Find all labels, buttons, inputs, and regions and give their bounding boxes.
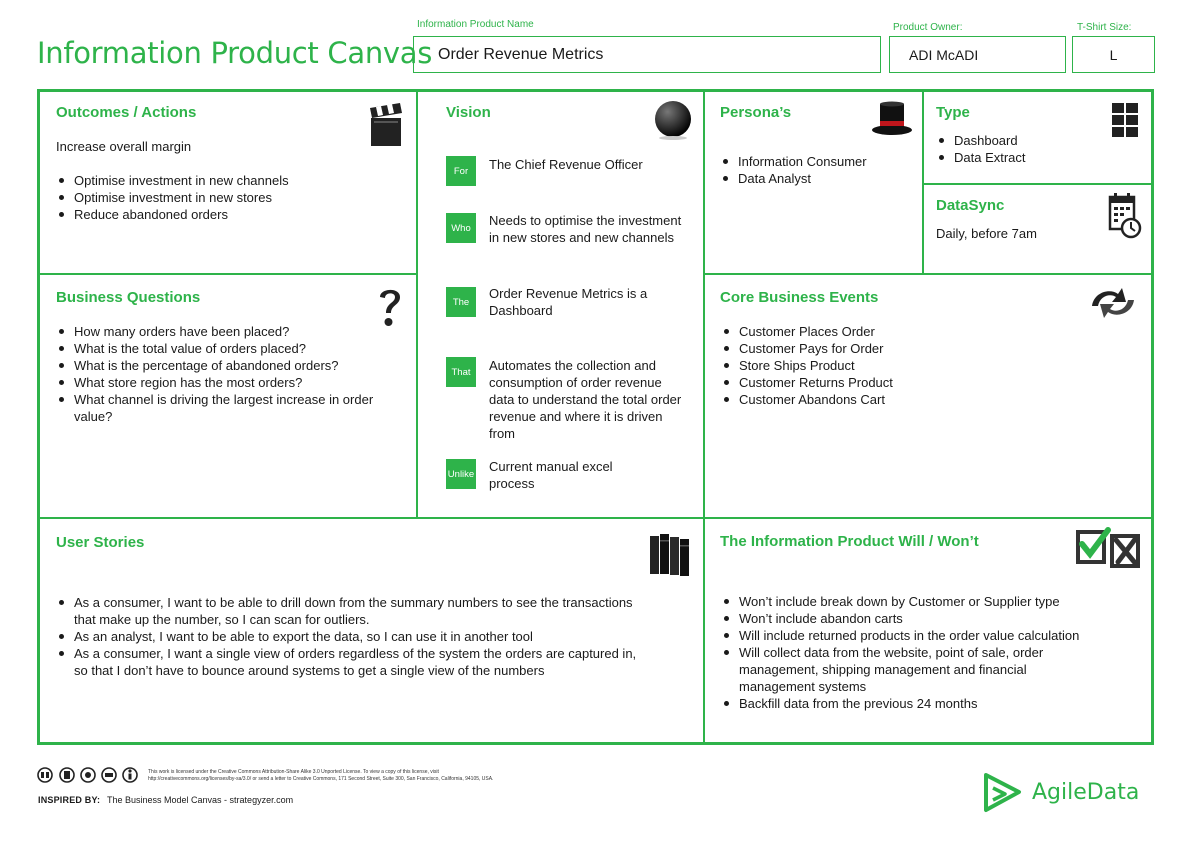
list-item: Optimise investment in new stores bbox=[74, 189, 404, 206]
divider bbox=[923, 183, 1151, 185]
vision-tag-that: That bbox=[446, 357, 476, 387]
owner-field[interactable] bbox=[889, 36, 1066, 73]
list-item: What channel is driving the largest increase in order value? bbox=[74, 391, 404, 425]
willwont-title: The Information Product Will / Won’t bbox=[720, 533, 979, 550]
list-item: Won’t include abandon carts bbox=[739, 610, 1139, 627]
top-hat-icon bbox=[870, 101, 914, 137]
list-item: As an analyst, I want to be able to export the data, so I can use it in another tool bbox=[74, 628, 644, 645]
brand-name: AgileData bbox=[1032, 780, 1140, 805]
stories-list bbox=[56, 594, 644, 679]
list-item: As a consumer, I want a single view of orders regardless of the system the orders are captured in, so that I don’t have to bounce around systems to get a single view of the numbers bbox=[74, 645, 644, 679]
size-value: L bbox=[1109, 46, 1118, 63]
books-icon bbox=[648, 530, 696, 578]
events-list bbox=[721, 323, 1119, 408]
divider bbox=[703, 92, 705, 742]
license-text: This work is licensed under the Creative Commons Attribution-Share Alike 3.0 Unported License. To view a copy of this license, visit http://creativecommons.org/licenses/by-sa/3.0/ or send a letter to Creative Commons, 171 Second Street, Suite 300, San Francisco, California, 94105, USA. bbox=[148, 769, 494, 782]
list-item: Store Ships Product bbox=[739, 357, 1119, 374]
stories-title: User Stories bbox=[56, 534, 145, 551]
vision-title: Vision bbox=[446, 104, 491, 121]
list-item: Dashboard bbox=[954, 132, 1124, 149]
outcomes-intro: Increase overall margin bbox=[56, 139, 192, 154]
divider bbox=[40, 273, 417, 275]
questions-title: Business Questions bbox=[56, 289, 201, 306]
list-item: Optimise investment in new channels bbox=[74, 172, 404, 189]
calendar-clock-icon bbox=[1108, 192, 1142, 240]
list-item: Backfill data from the previous 24 months bbox=[739, 695, 1139, 712]
divider bbox=[416, 92, 418, 517]
list-item: Reduce abandoned orders bbox=[74, 206, 404, 223]
vision-text-for: The Chief Revenue Officer bbox=[489, 157, 643, 172]
list-item: What store region has the most orders? bbox=[74, 374, 404, 391]
type-title: Type bbox=[936, 104, 970, 121]
list-item: Data Analyst bbox=[738, 170, 933, 187]
divider bbox=[40, 517, 1151, 519]
vision-tag-for: For bbox=[446, 156, 476, 186]
list-item: Customer Pays for Order bbox=[739, 340, 1119, 357]
product-name-value: Order Revenue Metrics bbox=[438, 45, 604, 63]
inspired-label: INSPIRED BY: bbox=[38, 795, 101, 805]
vision-text-unlike: Current manual excel process bbox=[489, 459, 613, 491]
list-item: Won’t include break down by Customer or Supplier type bbox=[739, 593, 1139, 610]
list-item: Will collect data from the website, point of sale, order management, shipping management and financial management systems bbox=[739, 644, 1074, 695]
agiledata-logo-icon bbox=[983, 772, 1023, 814]
sphere-icon bbox=[652, 99, 694, 141]
list-item: Will include returned products in the order value calculation bbox=[739, 627, 1139, 644]
cycle-arrows-icon bbox=[1088, 284, 1138, 322]
vision-tag-who: Who bbox=[446, 213, 476, 243]
datasync-text: Daily, before 7am bbox=[936, 226, 1037, 241]
vision-tag-unlike: Unlike bbox=[446, 459, 476, 489]
list-item: What is the total value of orders placed? bbox=[74, 340, 404, 357]
inspired-text[interactable]: The Business Model Canvas - strategyzer.com bbox=[107, 795, 294, 805]
check-cross-icon bbox=[1074, 526, 1146, 574]
list-item: Data Extract bbox=[954, 149, 1124, 166]
personas-list bbox=[720, 153, 933, 187]
list-item: Information Consumer bbox=[738, 153, 933, 170]
owner-label: Product Owner: bbox=[893, 22, 963, 33]
list-item: Customer Places Order bbox=[739, 323, 1119, 340]
vision-text-who: Needs to optimise the investment in new stores and new channels bbox=[489, 213, 682, 245]
size-field[interactable] bbox=[1072, 36, 1155, 73]
size-label: T-Shirt Size: bbox=[1077, 22, 1132, 33]
list-item: Customer Returns Product bbox=[739, 374, 1119, 391]
willwont-list bbox=[721, 593, 1139, 712]
datasync-title: DataSync bbox=[936, 197, 1005, 214]
list-item: What is the percentage of abandoned orders? bbox=[74, 357, 404, 374]
events-title: Core Business Events bbox=[720, 289, 879, 306]
outcomes-title: Outcomes / Actions bbox=[56, 104, 197, 121]
outcomes-list bbox=[56, 172, 404, 223]
personas-title: Persona’s bbox=[720, 104, 792, 121]
product-name-label: Information Product Name bbox=[417, 19, 534, 30]
questions-list bbox=[56, 323, 404, 425]
clapperboard-icon bbox=[368, 102, 404, 148]
creative-commons-icon bbox=[37, 766, 139, 784]
vision-tag-the: The bbox=[446, 287, 476, 317]
type-list bbox=[936, 132, 1124, 166]
vision-text-the: Order Revenue Metrics is a Dashboard bbox=[489, 286, 648, 318]
vision-text-that: Automates the collection and consumption of order revenue data to understand the total order revenue and where it is driven from bbox=[489, 358, 682, 441]
list-item: How many orders have been placed? bbox=[74, 323, 404, 340]
list-item: As a consumer, I want to be able to drill down from the summary numbers to see the transactions that make up the number, so I can scan for outliers. bbox=[74, 594, 644, 628]
list-item: Customer Abandons Cart bbox=[739, 391, 1119, 408]
divider bbox=[704, 273, 1151, 275]
product-name-field[interactable] bbox=[413, 36, 881, 73]
owner-value: ADI McADI bbox=[909, 46, 979, 63]
page-title: Information Product Canvas bbox=[37, 36, 433, 70]
